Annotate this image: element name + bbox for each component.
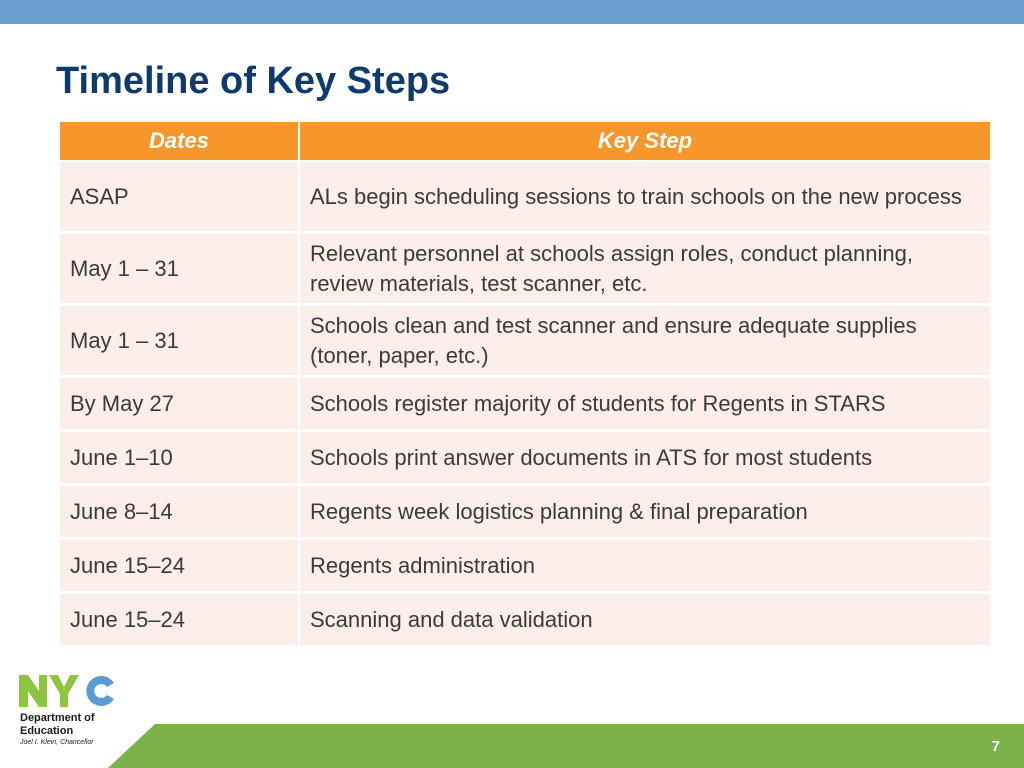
row-date: June 1–10 [60,432,298,486]
table-row [60,486,990,540]
row-date: June 15–24 [60,540,298,594]
row-step: Schools clean and test scanner and ensure adequate supplies (toner, paper, etc.) [298,306,990,378]
row-date: By May 27 [60,378,298,432]
table-row [60,378,990,432]
table-row [60,306,990,378]
table-row [60,162,990,234]
table-row [60,432,990,486]
header-dates: Dates [60,122,298,162]
table-row [60,234,990,306]
table-header-row [60,122,990,162]
row-step: Schools print answer documents in ATS for most students [298,432,990,486]
logo-chancellor-text: Joel I. Klein, Chancellor [20,739,94,746]
row-date: June 8–14 [60,486,298,540]
row-date: ASAP [60,162,298,234]
row-step: Scanning and data validation [298,594,990,648]
row-step: Relevant personnel at schools assign roles, conduct planning, review materials, test scanner, etc. [298,234,990,306]
table-row [60,540,990,594]
logo-education-text: Education [20,725,74,737]
nyc-wordmark-logo [18,672,118,710]
table-row [60,594,990,648]
row-step: Regents administration [298,540,990,594]
timeline-table [60,122,990,648]
footer-green-bar [0,724,1024,768]
row-date: June 15–24 [60,594,298,648]
top-accent-bar [0,0,1024,24]
slide-title: Timeline of Key Steps [56,60,451,102]
row-step: Regents week logistics planning & final preparation [298,486,990,540]
row-date: May 1 – 31 [60,234,298,306]
page-number: 7 [991,738,1000,755]
row-step: ALs begin scheduling sessions to train schools on the new process [298,162,990,234]
row-date: May 1 – 31 [60,306,298,378]
header-key-step: Key Step [298,122,990,162]
logo-department-text: Department of [20,712,95,724]
row-step: Schools register majority of students for Regents in STARS [298,378,990,432]
